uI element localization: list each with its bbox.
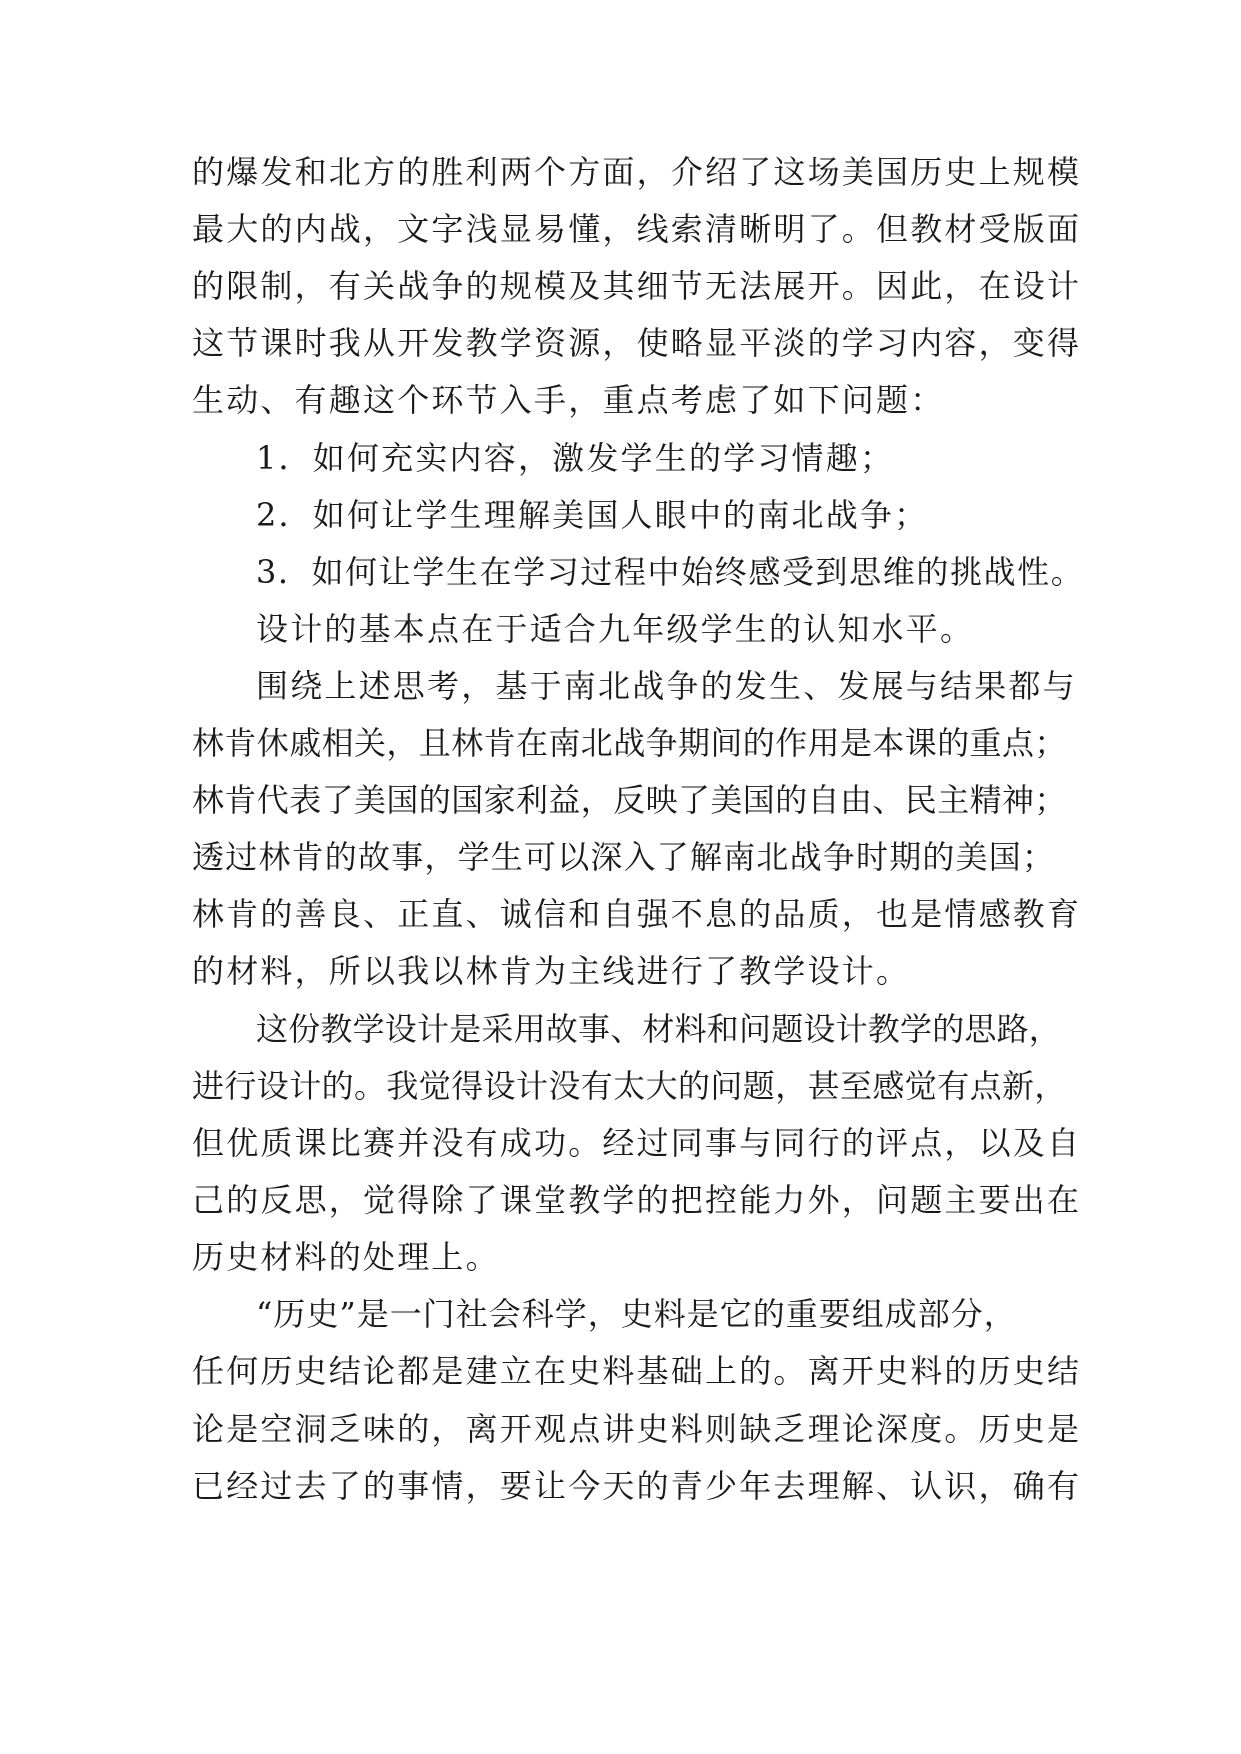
text-line: 林肯休戚相关，且林肯在南北战争期间的作用是本课的重点； — [192, 724, 1067, 762]
list-item: 1．如何充实内容，激发学生的学习情趣； — [256, 439, 895, 477]
text-line: 这节课时我从开发教学资源，使略显平淡的学习内容，变得 — [192, 324, 1082, 362]
text-line: 设计的基本点在于适合九年级学生的认知水平。 — [256, 610, 975, 648]
text-line: 己的反思，觉得除了课堂教学的把控能力外，问题主要出在 — [192, 1181, 1082, 1219]
text-line: 透过林肯的故事，学生可以深入了解南北战争时期的美国； — [192, 838, 1056, 876]
list-item: 2．如何让学生理解美国人眼中的南北战争； — [256, 496, 929, 534]
text-line: 的限制，有关战争的规模及其细节无法展开。因此，在设计 — [192, 267, 1082, 305]
paragraph-start: “历史”是一门社会科学，史料是它的重要组成部分， — [256, 1295, 1017, 1333]
text-line: 林肯代表了美国的国家利益，反映了美国的自由、民主精神； — [192, 781, 1067, 819]
text-line: 历史材料的处理上。 — [192, 1238, 500, 1276]
paragraph-start: 围绕上述思考，基于南北战争的发生、发展与结果都与 — [256, 667, 1077, 705]
text-line: 的爆发和北方的胜利两个方面，介绍了这场美国历史上规模 — [192, 153, 1082, 191]
text-line: 已经过去了的事情，要让今天的青少年去理解、认识，确有 — [192, 1467, 1082, 1505]
text-line: 但优质课比赛并没有成功。经过同事与同行的评点，以及自 — [192, 1124, 1082, 1162]
text-line: 生动、有趣这个环节入手，重点考虑了如下问题： — [192, 381, 945, 419]
text-line: 进行设计的。我觉得设计没有太大的问题，甚至感觉有点新， — [192, 1067, 1067, 1105]
paragraph-start: 这份教学设计是采用故事、材料和问题设计教学的思路， — [256, 1010, 1062, 1048]
text-line: 最大的内战，文字浅显易懂，线索清晰明了。但教材受版面 — [192, 210, 1082, 248]
list-item: 3．如何让学生在学习过程中始终感受到思维的挑战性。 — [256, 553, 1085, 591]
text-line: 论是空洞乏味的，离开观点讲史料则缺乏理论深度。历史是 — [192, 1410, 1082, 1448]
text-line: 的材料，所以我以林肯为主线进行了教学设计。 — [192, 952, 911, 990]
text-line: 林肯的善良、正直、诚信和自强不息的品质，也是情感教育 — [192, 895, 1082, 933]
text-line: 任何历史结论都是建立在史料基础上的。离开史料的历史结 — [192, 1352, 1082, 1390]
